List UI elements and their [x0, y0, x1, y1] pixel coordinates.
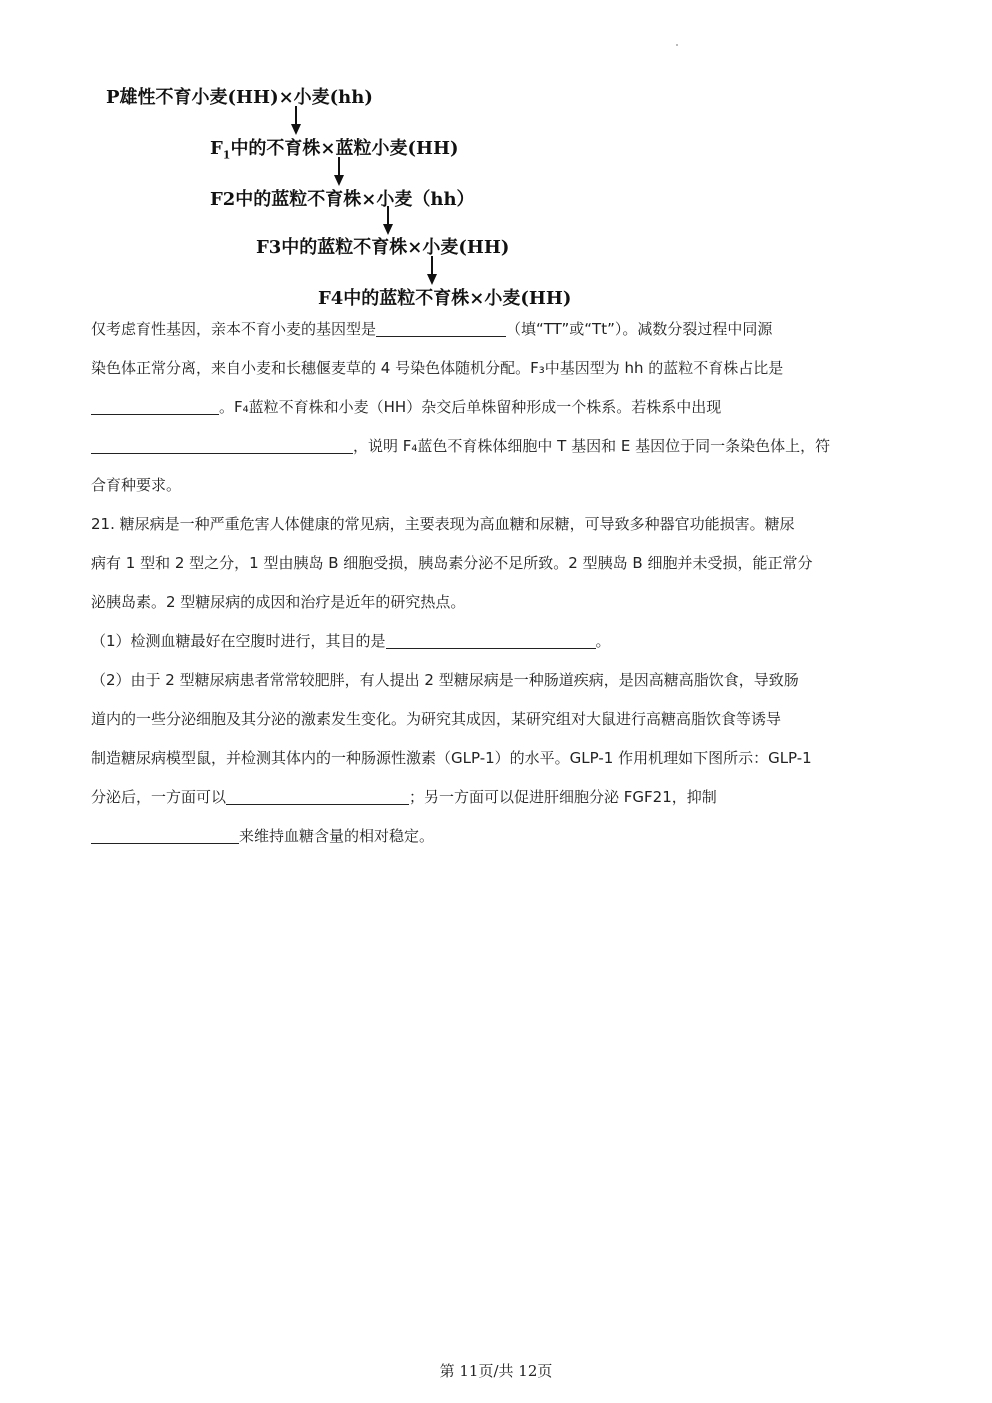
- text-span: ，说明 F₄蓝色不育株体细胞中 T 基因和 E 基因位于同一条染色体上，符: [353, 437, 831, 455]
- cross-row-f4: F4中的蓝粒不育株×小麦(HH): [318, 288, 572, 309]
- text-line: 合育种要求。: [91, 476, 182, 494]
- text-line: [91, 388, 903, 427]
- text-span: （填“TT”或“Tt”）。减数分裂过程中同源: [506, 320, 773, 338]
- down-arrow-icon: [289, 106, 303, 136]
- down-arrow-icon: [332, 157, 346, 187]
- answer-blank[interactable]: [376, 319, 506, 337]
- text-line: [91, 427, 903, 466]
- text-line: 泌胰岛素。2 型糖尿病的成因和治疗是近年的研究热点。: [91, 593, 466, 611]
- text-line: [91, 310, 903, 349]
- genetics-paragraph: [91, 310, 903, 505]
- down-arrow-icon: [381, 206, 395, 236]
- text-span: 来维持血糖含量的相对稳定。: [239, 827, 435, 845]
- sub-question-1: [91, 622, 903, 661]
- text-line: [91, 778, 903, 817]
- down-arrow-icon: [425, 256, 439, 286]
- text-span: 。F₄蓝粒不育株和小麦（HH）杂交后单株留种形成一个株系。若株系中出现: [219, 398, 722, 416]
- answer-blank[interactable]: [91, 397, 219, 415]
- text-span: （1）检测血糖最好在空腹时进行，其目的是: [91, 632, 386, 650]
- answer-blank[interactable]: [91, 436, 353, 454]
- cross-row-f3: F3中的蓝粒不育株×小麦(HH): [256, 237, 510, 258]
- question-21: [91, 505, 903, 856]
- text-line: 制造糖尿病模型鼠，并检测其体内的一种肠源性激素（GLP-1）的水平。GLP-1 作用机理如下图所示：GLP-1: [91, 749, 812, 767]
- text-span: 仅考虑育性基因，亲本不育小麦的基因型是: [91, 320, 377, 338]
- answer-blank[interactable]: [91, 826, 239, 844]
- f1-subscript: 1: [222, 148, 231, 162]
- answer-blank[interactable]: [226, 787, 409, 805]
- text-line: 道内的一些分泌细胞及其分泌的激素发生变化。为研究其成因，某研究组对大鼠进行高糖高脂饮食等诱导: [91, 710, 782, 728]
- cross-row-p: P雄性不育小麦(HH)×小麦(hh): [106, 87, 373, 108]
- text-line: 染色体正常分离，来自小麦和长穗偃麦草的 4 号染色体随机分配。F₃中基因型为 hh 的蓝粒不育株占比是: [91, 359, 784, 377]
- scan-speck: [676, 44, 678, 46]
- f1-letter: F: [210, 138, 223, 159]
- text-line: 病有 1 型和 2 型之分，1 型由胰岛 B 细胞受损，胰岛素分泌不足所致。2 型胰岛 B 细胞并未受损，能正常分: [91, 554, 813, 572]
- text-span: ；另一方面可以促进肝细胞分泌 FGF21，抑制: [409, 788, 717, 806]
- page-footer: 第 11页/共 12页: [439, 1362, 553, 1380]
- text-span: 分泌后，一方面可以: [91, 788, 227, 806]
- answer-blank[interactable]: [386, 631, 596, 649]
- cross-row-f2: F2中的蓝粒不育株×小麦（hh）: [210, 189, 475, 210]
- question-21-stem: 21. 糖尿病是一种严重危害人体健康的常见病，主要表现为高血糖和尿糖，可导致多种器官功能损害。糖尿: [91, 515, 795, 533]
- f1-text: 中的不育株×蓝粒小麦(HH): [230, 138, 459, 159]
- text-span: 。: [595, 632, 611, 650]
- text-line: [91, 817, 903, 856]
- sub-question-2: （2）由于 2 型糖尿病患者常常较肥胖，有人提出 2 型糖尿病是一种肠道疾病，是因高糖高脂饮食，导致肠: [91, 671, 799, 689]
